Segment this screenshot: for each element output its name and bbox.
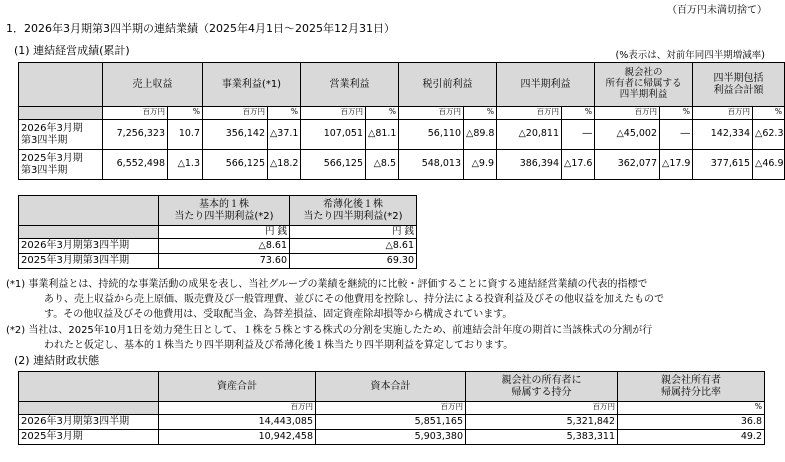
pct-cell: △1.3 (168, 150, 203, 180)
unit-yen: 百万円 (497, 107, 562, 120)
corner-cell (19, 226, 159, 239)
pct-cell: ― (562, 120, 595, 150)
eps-unit: 円 銭 (290, 226, 417, 239)
pct-note: (%表示は、対前年同四半期増減率) (615, 50, 765, 61)
value-cell: 107,051 (301, 120, 366, 150)
unit-pct: % (168, 107, 203, 120)
value-cell: △20,811 (497, 120, 562, 150)
fp-value: 49.2 (618, 430, 765, 445)
fp-header-owners-equity: 親会社の所有者に 帰属する持分 (466, 372, 618, 402)
eps-diluted-header: 希薄化後１株 当たり四半期利益(*2) (290, 196, 417, 226)
unit-yen: 百万円 (301, 107, 366, 120)
row-label: 2026年3月期 第3四半期 (19, 120, 103, 150)
eps-basic-value: △8.61 (159, 239, 290, 254)
fp-header-equity-ratio: 親会社所有者 帰属持分比率 (618, 372, 765, 402)
section2-title: (2) 連結財政状態 (14, 354, 100, 367)
fp-unit: 百万円 (316, 402, 466, 415)
value-cell: 566,125 (203, 150, 268, 180)
pct-cell: △62.3 (753, 120, 785, 150)
fp-row-label: 2025年3月期 (19, 430, 159, 445)
pct-cell: △17.9 (660, 150, 693, 180)
pct-cell: ― (660, 120, 693, 150)
value-cell: △45,002 (595, 120, 660, 150)
value-cell: 386,394 (497, 150, 562, 180)
eps-basic-value: 73.60 (159, 254, 290, 269)
fp-value: 5,321,842 (466, 415, 618, 430)
fp-value: 10,942,458 (159, 430, 316, 445)
unit-pct: % (464, 107, 497, 120)
header-quarterly-profit: 四半期利益 (497, 63, 595, 107)
fp-header-total-equity: 資本合計 (316, 372, 466, 402)
value-cell: 6,552,498 (103, 150, 168, 180)
header-business-profit: 事業利益(*1) (203, 63, 301, 107)
fp-value: 5,903,380 (316, 430, 466, 445)
pct-cell: △89.8 (464, 120, 497, 150)
section1-title: (1) 連結経営成績(累計) (14, 44, 130, 57)
unit-pct: % (660, 107, 693, 120)
header-pretax-profit: 税引前利益 (399, 63, 497, 107)
fp-value: 36.8 (618, 415, 765, 430)
results-table (18, 62, 785, 180)
unit-yen: 百万円 (203, 107, 268, 120)
unit-yen: 百万円 (595, 107, 660, 120)
unit-pct: % (753, 107, 785, 120)
pct-cell: △8.5 (366, 150, 399, 180)
footnote-line: (*2) 当社は、2025年10月1日を効力発生日として、１株を５株とする株式の分割を実施したため、前連結会計年度の期首に当該株式の分割が行 (6, 325, 653, 336)
row-label: 2025年3月期 第3四半期 (19, 150, 103, 180)
pct-cell: △17.6 (562, 150, 595, 180)
eps-unit: 円 銭 (159, 226, 290, 239)
eps-table (18, 195, 417, 269)
table-row (19, 120, 785, 150)
fp-unit: 百万円 (466, 402, 618, 415)
corner-cell (19, 63, 103, 107)
footnote-line: われたと仮定し、基本的１株当たり四半期利益及び希薄化後１株当たり四半期利益を算定しております。 (44, 340, 514, 351)
value-cell: 7,256,323 (103, 120, 168, 150)
value-cell: 362,077 (595, 150, 660, 180)
unit-pct: % (268, 107, 301, 120)
fp-value: 5,851,165 (316, 415, 466, 430)
table-row (19, 150, 785, 180)
value-cell: 377,615 (693, 150, 753, 180)
eps-row-label: 2026年3月期第3四半期 (19, 239, 159, 254)
header-owners-profit: 親会社の 所有者に帰属する 四半期利益 (595, 63, 693, 107)
corner-cell (19, 372, 159, 402)
fp-row-label: 2026年3月期第3四半期 (19, 415, 159, 430)
footnote-line: す。その他収益及びその他費用は、受取配当金、為替差損益、固定資産除却損等から構成されています。 (44, 309, 513, 320)
eps-basic-header: 基本的１株 当たり四半期利益(*2) (159, 196, 290, 226)
unit-note: （百万円未満切捨て） (667, 5, 767, 16)
footnote-line: あり、売上収益から売上原価、販売費及び一般管理費、並びにその他費用を控除し、持分法による投資利益及びその他収益を加えたもので (44, 294, 664, 305)
fp-value: 14,443,085 (159, 415, 316, 430)
header-revenue: 売上収益 (103, 63, 203, 107)
section-heading: 1．2026年3月期第3四半期の連結業績（2025年4月1日～2025年12月31日） (6, 22, 395, 35)
pct-cell: △37.1 (268, 120, 301, 150)
fp-unit: % (618, 402, 765, 415)
header-comprehensive-income: 四半期包括 利益合計額 (693, 63, 785, 107)
value-cell: 548,013 (399, 150, 464, 180)
financial-position-table (18, 371, 765, 445)
pct-cell: 10.7 (168, 120, 203, 150)
unit-yen: 百万円 (693, 107, 753, 120)
pct-cell: △46.9 (753, 150, 785, 180)
value-cell: 56,110 (399, 120, 464, 150)
fp-value: 5,383,311 (466, 430, 618, 445)
pct-cell: △18.2 (268, 150, 301, 180)
eps-diluted-value: 69.30 (290, 254, 417, 269)
pct-cell: △9.9 (464, 150, 497, 180)
unit-pct: % (562, 107, 595, 120)
value-cell: 566,125 (301, 150, 366, 180)
header-operating-profit: 営業利益 (301, 63, 399, 107)
value-cell: 356,142 (203, 120, 268, 150)
eps-row-label: 2025年3月期第3四半期 (19, 254, 159, 269)
unit-yen: 百万円 (103, 107, 168, 120)
pct-cell: △81.1 (366, 120, 399, 150)
unit-pct: % (366, 107, 399, 120)
fp-header-total-assets: 資産合計 (159, 372, 316, 402)
unit-yen: 百万円 (399, 107, 464, 120)
fp-unit: 百万円 (159, 402, 316, 415)
footnote-line: (*1) 事業利益とは、持続的な事業活動の成果を表し、当社グループの業績を継続的に比較・評価することに資する連結経営業績の代表的指標で (6, 279, 648, 290)
value-cell: 142,334 (693, 120, 753, 150)
corner-cell (19, 402, 159, 415)
corner-cell (19, 107, 103, 120)
corner-cell (19, 196, 159, 226)
eps-diluted-value: △8.61 (290, 239, 417, 254)
